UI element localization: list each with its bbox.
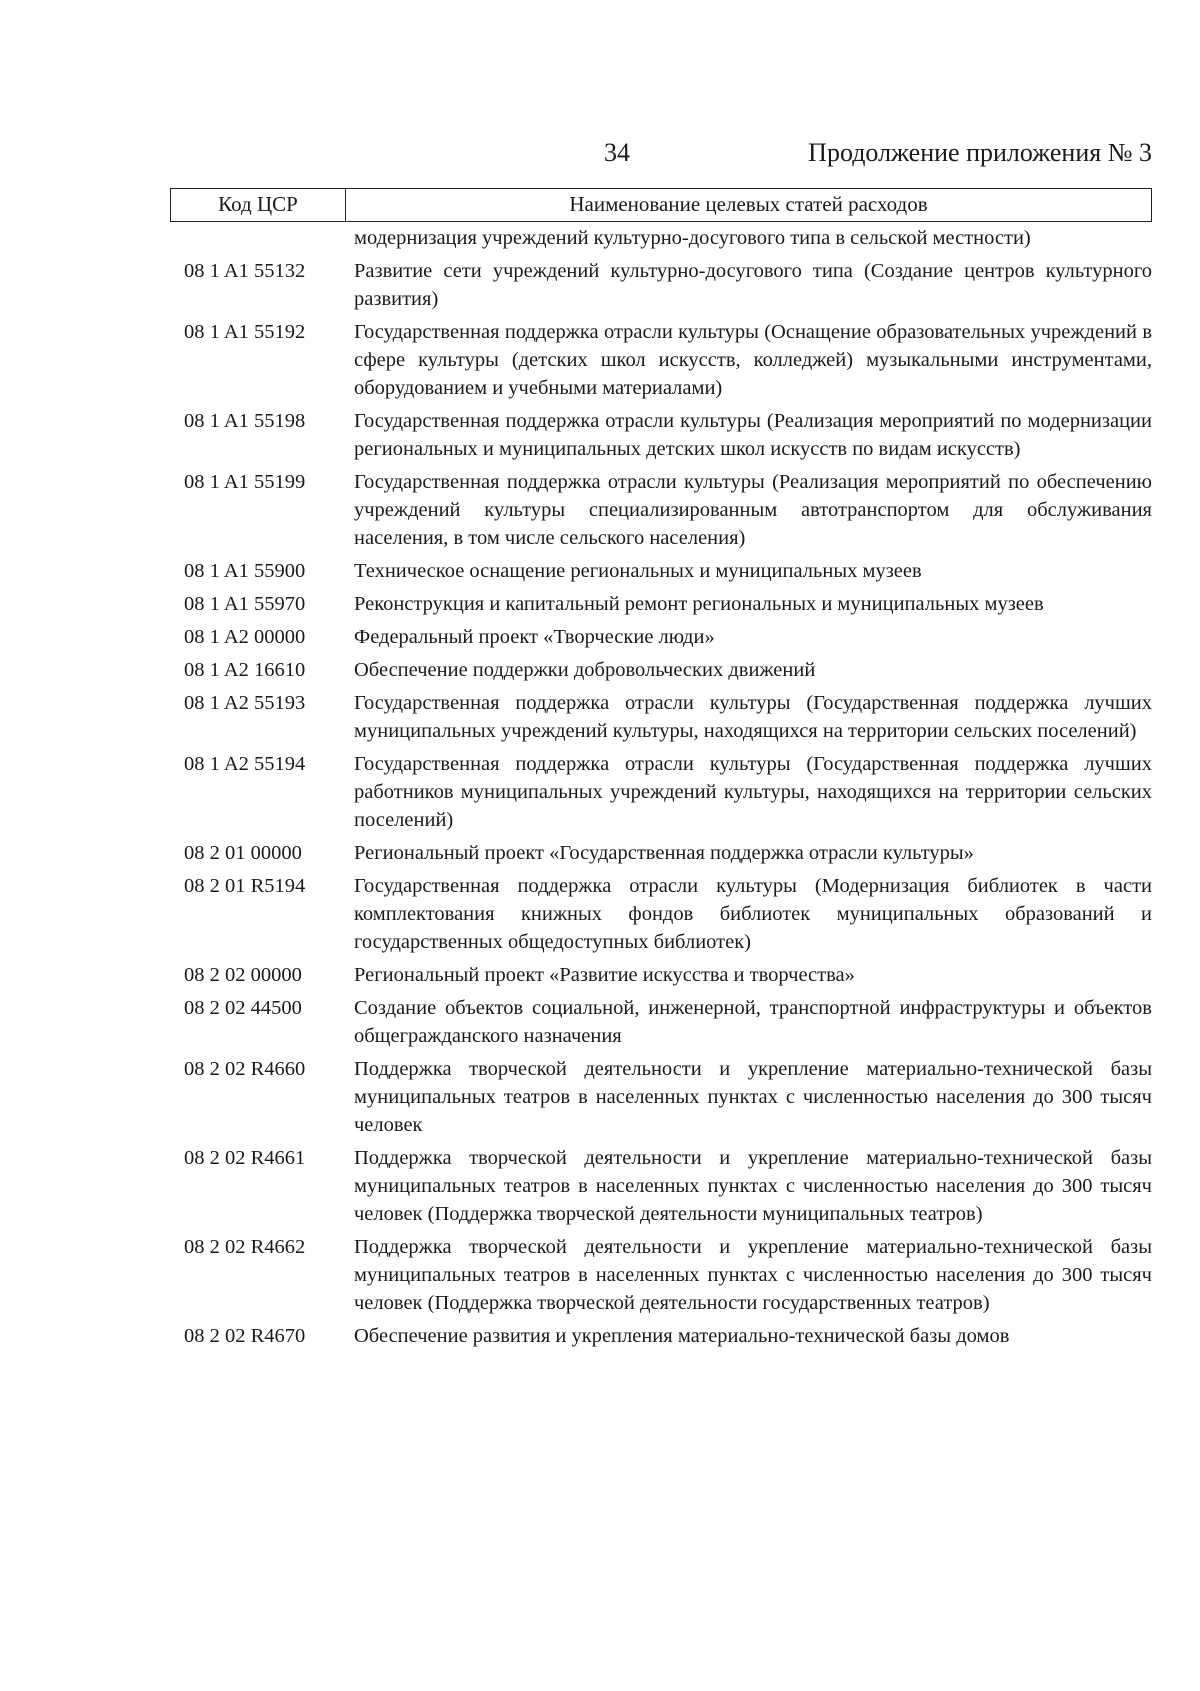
row-description: Региональный проект «Государственная поддержка отрасли культуры» — [354, 842, 974, 864]
row-description: Развитие сети учреждений культурно-досугового типа (Создание центров культурного развития) — [354, 260, 1152, 310]
row-code: 08 2 02 R4661 — [184, 1147, 306, 1169]
row-description: Государственная поддержка отрасли культуры (Реализация мероприятий по обеспечению учреждений культуры специализированным автотранспортом для обслуживания населения, в том числе сельского населения) — [354, 471, 1152, 549]
row-description: модернизация учреждений культурно-досугового типа в сельской местности) — [354, 227, 1031, 249]
table-row — [184, 750, 1152, 834]
row-code: 08 1 A1 55192 — [184, 321, 306, 343]
column-header-name: Наименование целевых статей расходов — [569, 192, 928, 216]
table-header — [170, 188, 1152, 222]
row-code: 08 1 A1 55970 — [184, 593, 306, 615]
table-row — [184, 872, 1152, 956]
row-code: 08 1 A2 55193 — [184, 692, 306, 714]
row-code: 08 1 A1 55132 — [184, 260, 306, 282]
row-description: Поддержка творческой деятельности и укрепление материально-технической базы муниципальных театров в населенных пунктах с численностью населения до 300 тысяч человек — [354, 1058, 1152, 1136]
row-code: 08 1 A2 00000 — [184, 626, 306, 648]
row-description: Поддержка творческой деятельности и укрепление материально-технической базы муниципальных театров в населенных пунктах с численностью населения до 300 тысяч человек (Поддержка творческой деятельности муниципальных театров) — [354, 1147, 1152, 1225]
table-row — [184, 623, 1152, 651]
row-description: Обеспечение поддержки добровольческих движений — [354, 659, 816, 681]
table-row — [184, 318, 1152, 402]
row-code: 08 1 A1 55199 — [184, 471, 306, 493]
row-code: 08 2 02 R4662 — [184, 1236, 306, 1258]
row-code: 08 2 02 R4670 — [184, 1325, 306, 1347]
row-description: Государственная поддержка отрасли культуры (Реализация мероприятий по модернизации региональных и муниципальных детских школ искусств по видам искусств) — [354, 410, 1152, 460]
table-row — [184, 961, 1152, 989]
table-row — [184, 468, 1152, 552]
column-header-code: Код ЦСР — [171, 189, 346, 221]
table-row — [184, 557, 1152, 585]
row-description: Государственная поддержка отрасли культуры (Государственная поддержка лучших муниципальных учреждений культуры, находящихся на территории сельских поселений) — [354, 692, 1152, 742]
continuation-label: Продолжение приложения № 3 — [808, 138, 1152, 167]
row-code: 08 2 01 R5194 — [184, 875, 306, 897]
row-description: Техническое оснащение региональных и муниципальных музеев — [354, 560, 922, 582]
table-row — [184, 994, 1152, 1050]
row-description: Обеспечение развития и укрепления материально-технической базы домов — [354, 1325, 1010, 1347]
table-row — [184, 1322, 1152, 1350]
table-row — [184, 407, 1152, 463]
row-description: Государственная поддержка отрасли культуры (Государственная поддержка лучших работников муниципальных учреждений культуры, находящихся на территории сельских поселений) — [354, 753, 1152, 831]
table-row — [184, 224, 1152, 252]
row-code: 08 1 A1 55900 — [184, 560, 306, 582]
row-code: 08 1 A2 55194 — [184, 753, 306, 775]
row-code: 08 2 02 44500 — [184, 997, 302, 1019]
table-row — [184, 1233, 1152, 1317]
row-code: 08 2 02 R4660 — [184, 1058, 306, 1080]
table-row — [184, 656, 1152, 684]
row-description: Федеральный проект «Творческие люди» — [354, 626, 715, 648]
table-row — [184, 1144, 1152, 1228]
page-number: 34 — [604, 138, 630, 167]
row-code: 08 2 02 00000 — [184, 964, 302, 986]
table-row — [184, 839, 1152, 867]
row-description: Государственная поддержка отрасли культуры (Модернизация библиотек в части комплектования книжных фондов библиотек муниципальных образований и государственных общедоступных библиотек) — [354, 875, 1152, 953]
row-description: Государственная поддержка отрасли культуры (Оснащение образовательных учреждений в сфере культуры (детских школ искусств, колледжей) музыкальными инструментами, оборудованием и учебными материалами) — [354, 321, 1152, 399]
row-code: 08 2 01 00000 — [184, 842, 302, 864]
table-row — [184, 590, 1152, 618]
table-row — [184, 257, 1152, 313]
row-code: 08 1 A1 55198 — [184, 410, 306, 432]
row-description: Поддержка творческой деятельности и укрепление материально-технической базы муниципальных театров в населенных пунктах с численностью населения до 300 тысяч человек (Поддержка творческой деятельности государственных театров) — [354, 1236, 1152, 1314]
row-description: Создание объектов социальной, инженерной, транспортной инфраструктуры и объектов общегражданского назначения — [354, 997, 1152, 1047]
table-row — [184, 689, 1152, 745]
table-body — [184, 224, 1152, 1355]
row-description: Региональный проект «Развитие искусства и творчества» — [354, 964, 855, 986]
row-code: 08 1 A2 16610 — [184, 659, 306, 681]
page-header — [0, 138, 1200, 178]
table-row — [184, 1055, 1152, 1139]
row-description: Реконструкция и капитальный ремонт региональных и муниципальных музеев — [354, 593, 1044, 615]
